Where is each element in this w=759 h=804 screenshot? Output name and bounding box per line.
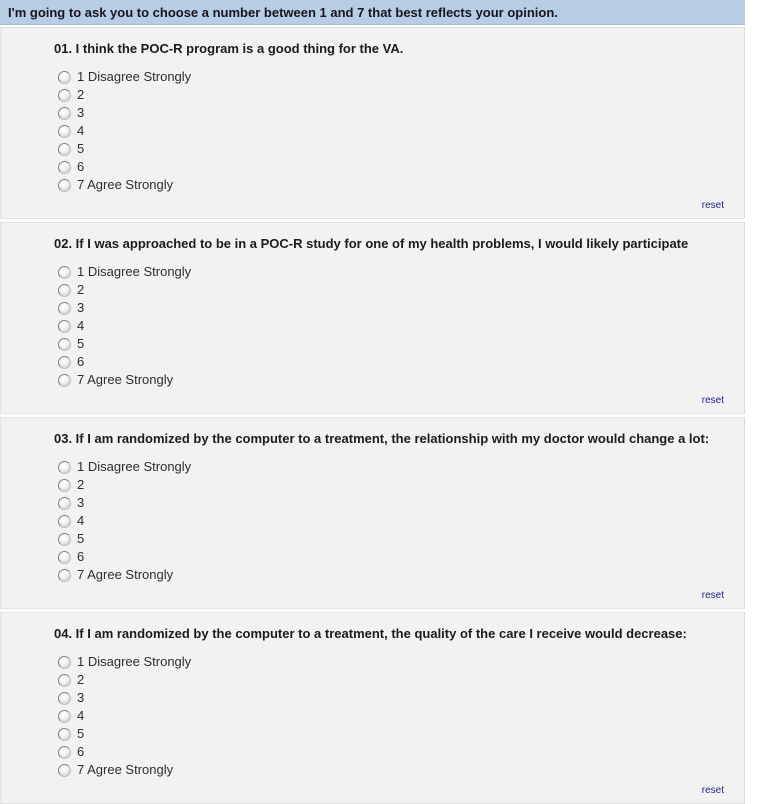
reset-row — [1, 587, 726, 600]
radio-button[interactable] — [58, 320, 71, 333]
radio-button[interactable] — [58, 569, 71, 582]
radio-option[interactable] — [58, 743, 726, 761]
question-block — [0, 222, 745, 414]
question-list — [0, 27, 759, 804]
radio-option-label: 3 — [77, 105, 85, 120]
question-label: 03. If I am randomized by the computer to a treatment, the relationship with my doctor would change a lot: — [54, 431, 710, 446]
radio-option-label: 3 — [77, 300, 85, 315]
radio-option-label: 4 — [77, 708, 85, 723]
reset-link[interactable]: reset — [701, 785, 724, 796]
radio-option-label: 5 — [77, 726, 85, 741]
radio-option[interactable] — [58, 371, 726, 389]
question-block — [0, 612, 745, 804]
radio-option-label: 2 — [77, 282, 85, 297]
radio-option-label: 6 — [77, 744, 85, 759]
radio-option[interactable] — [58, 317, 726, 335]
radio-option-label: 2 — [77, 477, 85, 492]
reset-row — [1, 392, 726, 405]
radio-option-label: 7 Agree Strongly — [77, 372, 174, 387]
radio-button[interactable] — [58, 143, 71, 156]
radio-option[interactable] — [58, 335, 726, 353]
radio-option-label: 5 — [77, 336, 85, 351]
radio-option-label: 1 Disagree Strongly — [77, 69, 192, 84]
question-label: 02. If I was approached to be in a POC-R study for one of my health problems, I would likely participate — [54, 236, 689, 251]
option-list — [58, 458, 726, 584]
radio-button[interactable] — [58, 461, 71, 474]
radio-button[interactable] — [58, 710, 71, 723]
radio-button[interactable] — [58, 479, 71, 492]
option-list — [58, 653, 726, 779]
radio-option[interactable] — [58, 122, 726, 140]
radio-option-label: 6 — [77, 549, 85, 564]
radio-option-label: 3 — [77, 495, 85, 510]
radio-button[interactable] — [58, 356, 71, 369]
radio-option[interactable] — [58, 353, 726, 371]
radio-option[interactable] — [58, 512, 726, 530]
radio-button[interactable] — [58, 656, 71, 669]
radio-button[interactable] — [58, 692, 71, 705]
radio-option[interactable] — [58, 548, 726, 566]
radio-option[interactable] — [58, 707, 726, 725]
radio-button[interactable] — [58, 284, 71, 297]
radio-button[interactable] — [58, 551, 71, 564]
question-block — [0, 417, 745, 609]
radio-option-label: 7 Agree Strongly — [77, 762, 174, 777]
radio-option-label: 4 — [77, 318, 85, 333]
radio-button[interactable] — [58, 674, 71, 687]
radio-button[interactable] — [58, 497, 71, 510]
radio-option[interactable] — [58, 299, 726, 317]
reset-row — [1, 782, 726, 795]
radio-option[interactable] — [58, 671, 726, 689]
radio-option[interactable] — [58, 68, 726, 86]
radio-option-label: 1 Disagree Strongly — [77, 459, 192, 474]
radio-button[interactable] — [58, 89, 71, 102]
reset-link[interactable]: reset — [701, 395, 724, 406]
radio-option[interactable] — [58, 725, 726, 743]
option-list — [58, 263, 726, 389]
radio-button[interactable] — [58, 302, 71, 315]
radio-button[interactable] — [58, 746, 71, 759]
radio-option[interactable] — [58, 689, 726, 707]
radio-button[interactable] — [58, 338, 71, 351]
radio-option-label: 1 Disagree Strongly — [77, 264, 192, 279]
radio-option-label: 7 Agree Strongly — [77, 177, 174, 192]
question-block — [0, 27, 745, 219]
radio-option-label: 6 — [77, 159, 85, 174]
radio-option[interactable] — [58, 653, 726, 671]
radio-option[interactable] — [58, 530, 726, 548]
radio-option-label: 2 — [77, 672, 85, 687]
radio-button[interactable] — [58, 179, 71, 192]
option-list — [58, 68, 726, 194]
reset-link[interactable]: reset — [701, 590, 724, 601]
radio-option[interactable] — [58, 158, 726, 176]
radio-option[interactable] — [58, 263, 726, 281]
radio-button[interactable] — [58, 374, 71, 387]
radio-option[interactable] — [58, 494, 726, 512]
radio-option[interactable] — [58, 104, 726, 122]
radio-option-label: 5 — [77, 141, 85, 156]
radio-button[interactable] — [58, 533, 71, 546]
radio-button[interactable] — [58, 125, 71, 138]
radio-button[interactable] — [58, 71, 71, 84]
radio-option-label: 5 — [77, 531, 85, 546]
radio-option[interactable] — [58, 176, 726, 194]
radio-option-label: 7 Agree Strongly — [77, 567, 174, 582]
instruction-banner: I'm going to ask you to choose a number between 1 and 7 that best reflects your opinion. — [0, 0, 745, 25]
radio-button[interactable] — [58, 107, 71, 120]
radio-button[interactable] — [58, 266, 71, 279]
radio-option[interactable] — [58, 566, 726, 584]
radio-option[interactable] — [58, 86, 726, 104]
radio-option[interactable] — [58, 458, 726, 476]
radio-button[interactable] — [58, 515, 71, 528]
radio-option-label: 3 — [77, 690, 85, 705]
question-label: 01. I think the POC-R program is a good thing for the VA. — [54, 41, 404, 56]
radio-button[interactable] — [58, 764, 71, 777]
radio-option-label: 4 — [77, 513, 85, 528]
radio-option-label: 1 Disagree Strongly — [77, 654, 192, 669]
reset-row — [1, 197, 726, 210]
radio-option[interactable] — [58, 281, 726, 299]
radio-option[interactable] — [58, 761, 726, 779]
radio-option[interactable] — [58, 476, 726, 494]
radio-option-label: 4 — [77, 123, 85, 138]
radio-button[interactable] — [58, 728, 71, 741]
reset-link[interactable]: reset — [701, 200, 724, 211]
radio-button[interactable] — [58, 161, 71, 174]
radio-option[interactable] — [58, 140, 726, 158]
question-label: 04. If I am randomized by the computer to a treatment, the quality of the care I receive would decrease: — [54, 626, 687, 641]
radio-option-label: 2 — [77, 87, 85, 102]
radio-option-label: 6 — [77, 354, 85, 369]
